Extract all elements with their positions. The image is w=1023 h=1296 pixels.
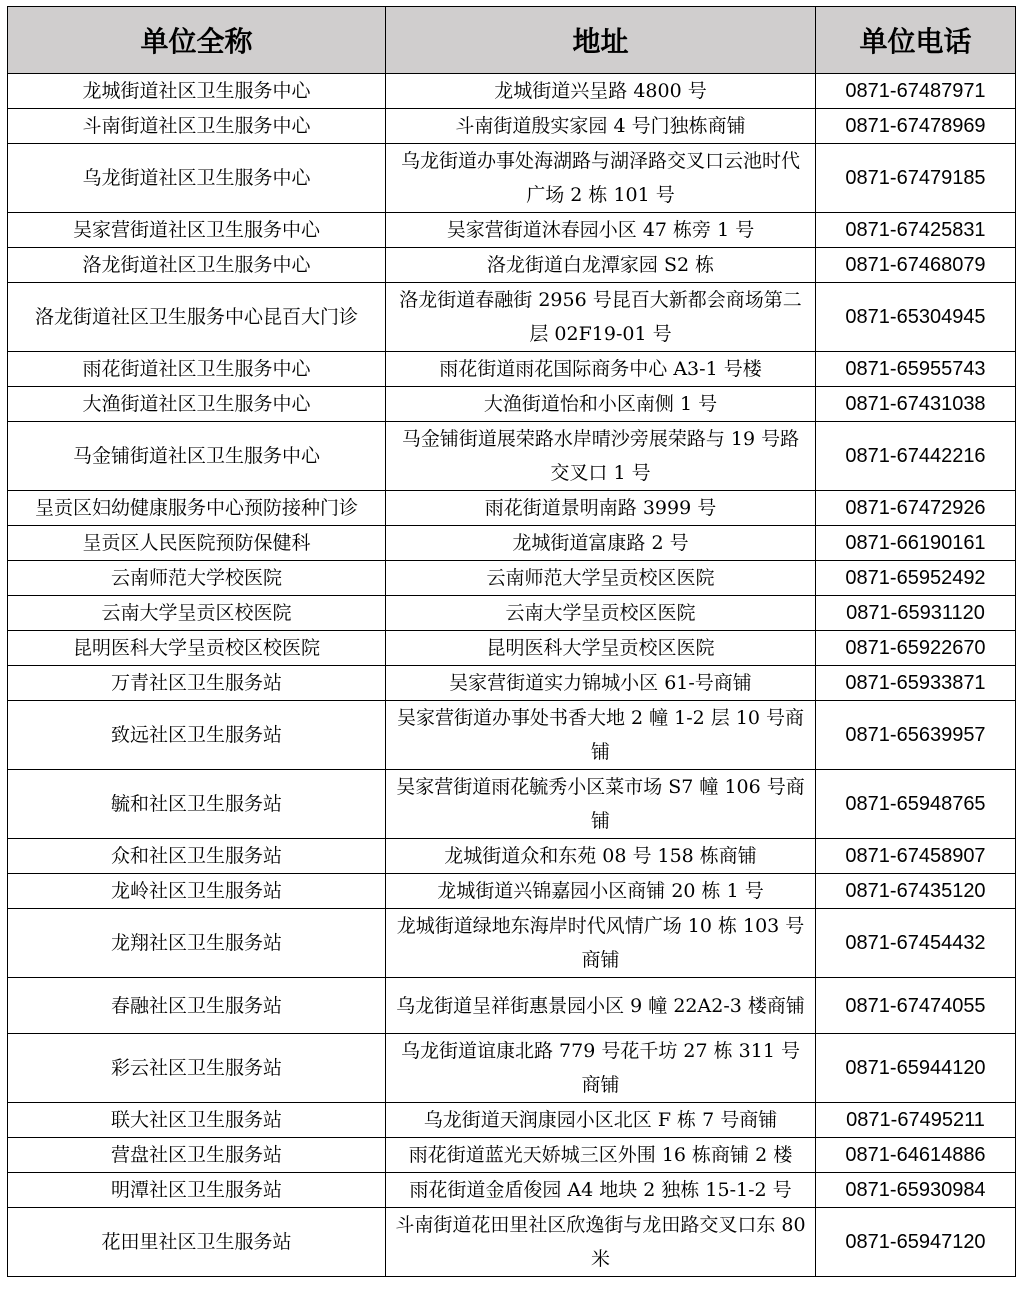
unit-name: 马金铺街道社区卫生服务中心 bbox=[8, 422, 386, 491]
unit-name: 昆明医科大学呈贡校区校医院 bbox=[8, 631, 386, 666]
unit-address: 乌龙街道谊康北路 779 号花千坊 27 栋 311 号商铺 bbox=[386, 1034, 816, 1103]
unit-phone: 0871-65931120 bbox=[816, 596, 1016, 631]
unit-address: 昆明医科大学呈贡校区医院 bbox=[386, 631, 816, 666]
unit-phone: 0871-67479185 bbox=[816, 144, 1016, 213]
unit-address: 斗南街道殷实家园 4 号门独栋商铺 bbox=[386, 109, 816, 144]
unit-address: 乌龙街道呈祥街惠景园小区 9 幢 22A2-3 楼商铺 bbox=[386, 978, 816, 1034]
unit-phone: 0871-67495211 bbox=[816, 1103, 1016, 1138]
unit-phone: 0871-65948765 bbox=[816, 770, 1016, 839]
unit-name: 雨花街道社区卫生服务中心 bbox=[8, 352, 386, 387]
unit-phone: 0871-66190161 bbox=[816, 526, 1016, 561]
unit-name: 云南大学呈贡区校医院 bbox=[8, 596, 386, 631]
unit-name: 营盘社区卫生服务站 bbox=[8, 1138, 386, 1173]
unit-address: 龙城街道富康路 2 号 bbox=[386, 526, 816, 561]
unit-name: 云南师范大学校医院 bbox=[8, 561, 386, 596]
unit-address: 吴家营街道沐春园小区 47 栋旁 1 号 bbox=[386, 213, 816, 248]
unit-name: 乌龙街道社区卫生服务中心 bbox=[8, 144, 386, 213]
table-row bbox=[8, 770, 1016, 839]
unit-phone: 0871-67435120 bbox=[816, 874, 1016, 909]
unit-address: 洛龙街道春融街 2956 号昆百大新都会商场第二层 02F19-01 号 bbox=[386, 283, 816, 352]
header-name: 单位全称 bbox=[8, 7, 386, 74]
unit-name: 大渔街道社区卫生服务中心 bbox=[8, 387, 386, 422]
unit-name: 联大社区卫生服务站 bbox=[8, 1103, 386, 1138]
unit-phone: 0871-67487971 bbox=[816, 74, 1016, 109]
table-row bbox=[8, 666, 1016, 701]
unit-phone: 0871-64614886 bbox=[816, 1138, 1016, 1173]
unit-name: 毓和社区卫生服务站 bbox=[8, 770, 386, 839]
table-row bbox=[8, 526, 1016, 561]
unit-address: 斗南街道花田里社区欣逸街与龙田路交叉口东 80 米 bbox=[386, 1208, 816, 1277]
table-row bbox=[8, 874, 1016, 909]
unit-name: 龙翔社区卫生服务站 bbox=[8, 909, 386, 978]
unit-name: 万青社区卫生服务站 bbox=[8, 666, 386, 701]
unit-address: 乌龙街道办事处海湖路与湖泽路交叉口云池时代广场 2 栋 101 号 bbox=[386, 144, 816, 213]
unit-address: 雨花街道金盾俊园 A4 地块 2 独栋 15-1-2 号 bbox=[386, 1173, 816, 1208]
header-phone: 单位电话 bbox=[816, 7, 1016, 74]
header-row bbox=[8, 7, 1016, 74]
clinic-table bbox=[7, 6, 1016, 1277]
table-row bbox=[8, 1173, 1016, 1208]
unit-name: 洛龙街道社区卫生服务中心 bbox=[8, 248, 386, 283]
unit-address: 大渔街道怡和小区南侧 1 号 bbox=[386, 387, 816, 422]
unit-address: 云南师范大学呈贡校区医院 bbox=[386, 561, 816, 596]
table-row bbox=[8, 109, 1016, 144]
table-row bbox=[8, 631, 1016, 666]
unit-phone: 0871-65933871 bbox=[816, 666, 1016, 701]
unit-name: 明潭社区卫生服务站 bbox=[8, 1173, 386, 1208]
unit-address: 吴家营街道雨花毓秀小区菜市场 S7 幢 106 号商铺 bbox=[386, 770, 816, 839]
unit-phone: 0871-65944120 bbox=[816, 1034, 1016, 1103]
unit-address: 雨花街道蓝光天娇城三区外围 16 栋商铺 2 楼 bbox=[386, 1138, 816, 1173]
table-row bbox=[8, 491, 1016, 526]
unit-name: 龙岭社区卫生服务站 bbox=[8, 874, 386, 909]
unit-address: 云南大学呈贡校区医院 bbox=[386, 596, 816, 631]
unit-phone: 0871-67478969 bbox=[816, 109, 1016, 144]
unit-phone: 0871-65922670 bbox=[816, 631, 1016, 666]
unit-name: 彩云社区卫生服务站 bbox=[8, 1034, 386, 1103]
unit-name: 春融社区卫生服务站 bbox=[8, 978, 386, 1034]
unit-phone: 0871-67442216 bbox=[816, 422, 1016, 491]
unit-phone: 0871-67425831 bbox=[816, 213, 1016, 248]
unit-phone: 0871-65930984 bbox=[816, 1173, 1016, 1208]
table-row bbox=[8, 1034, 1016, 1103]
unit-name: 花田里社区卫生服务站 bbox=[8, 1208, 386, 1277]
unit-phone: 0871-67431038 bbox=[816, 387, 1016, 422]
unit-address: 洛龙街道白龙潭家园 S2 栋 bbox=[386, 248, 816, 283]
unit-phone: 0871-65639957 bbox=[816, 701, 1016, 770]
unit-name: 呈贡区人民医院预防保健科 bbox=[8, 526, 386, 561]
unit-name: 洛龙街道社区卫生服务中心昆百大门诊 bbox=[8, 283, 386, 352]
table-row bbox=[8, 74, 1016, 109]
unit-phone: 0871-67454432 bbox=[816, 909, 1016, 978]
table-row bbox=[8, 978, 1016, 1034]
table-row bbox=[8, 839, 1016, 874]
unit-address: 龙城街道兴呈路 4800 号 bbox=[386, 74, 816, 109]
table-row bbox=[8, 1208, 1016, 1277]
unit-phone: 0871-65947120 bbox=[816, 1208, 1016, 1277]
table-row bbox=[8, 283, 1016, 352]
table-row bbox=[8, 144, 1016, 213]
unit-phone: 0871-65304945 bbox=[816, 283, 1016, 352]
table-row bbox=[8, 596, 1016, 631]
unit-address: 龙城街道绿地东海岸时代风情广场 10 栋 103 号商铺 bbox=[386, 909, 816, 978]
unit-address: 龙城街道众和东苑 08 号 158 栋商铺 bbox=[386, 839, 816, 874]
unit-phone: 0871-67472926 bbox=[816, 491, 1016, 526]
unit-phone: 0871-65955743 bbox=[816, 352, 1016, 387]
unit-address: 雨花街道景明南路 3999 号 bbox=[386, 491, 816, 526]
table-row bbox=[8, 248, 1016, 283]
unit-address: 龙城街道兴锦嘉园小区商铺 20 栋 1 号 bbox=[386, 874, 816, 909]
table-row bbox=[8, 422, 1016, 491]
table-row bbox=[8, 1138, 1016, 1173]
unit-address: 吴家营街道实力锦城小区 61-号商铺 bbox=[386, 666, 816, 701]
unit-phone: 0871-67474055 bbox=[816, 978, 1016, 1034]
unit-name: 龙城街道社区卫生服务中心 bbox=[8, 74, 386, 109]
unit-name: 呈贡区妇幼健康服务中心预防接种门诊 bbox=[8, 491, 386, 526]
unit-phone: 0871-67458907 bbox=[816, 839, 1016, 874]
unit-name: 致远社区卫生服务站 bbox=[8, 701, 386, 770]
table-row bbox=[8, 213, 1016, 248]
table-row bbox=[8, 352, 1016, 387]
unit-address: 雨花街道雨花国际商务中心 A3-1 号楼 bbox=[386, 352, 816, 387]
unit-name: 众和社区卫生服务站 bbox=[8, 839, 386, 874]
unit-phone: 0871-67468079 bbox=[816, 248, 1016, 283]
unit-name: 吴家营街道社区卫生服务中心 bbox=[8, 213, 386, 248]
table-row bbox=[8, 909, 1016, 978]
table-row bbox=[8, 701, 1016, 770]
unit-phone: 0871-65952492 bbox=[816, 561, 1016, 596]
unit-name: 斗南街道社区卫生服务中心 bbox=[8, 109, 386, 144]
table-row bbox=[8, 1103, 1016, 1138]
table-row bbox=[8, 387, 1016, 422]
unit-address: 吴家营街道办事处书香大地 2 幢 1-2 层 10 号商铺 bbox=[386, 701, 816, 770]
table-row bbox=[8, 561, 1016, 596]
unit-address: 马金铺街道展荣路水岸晴沙旁展荣路与 19 号路交叉口 1 号 bbox=[386, 422, 816, 491]
unit-address: 乌龙街道天润康园小区北区 F 栋 7 号商铺 bbox=[386, 1103, 816, 1138]
header-address: 地址 bbox=[386, 7, 816, 74]
